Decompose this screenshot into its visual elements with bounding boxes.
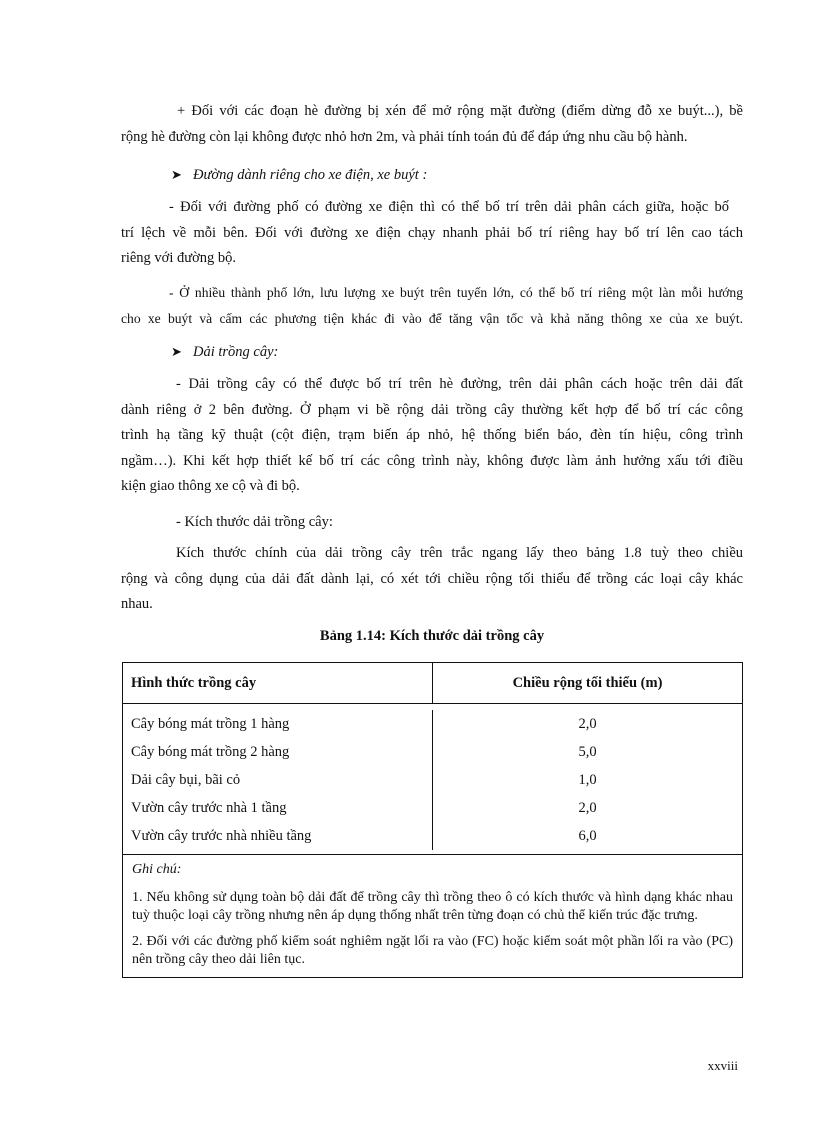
note-item: 1. Nếu không sử dụng toàn bộ dải đất để trồng cây thì trồng theo ô có kích thước và hình dạng khác nhau tuỳ thuộc loại cây trồng nhưng nên áp dụng thống nhất trên từng đoạn có chủ thể kiến trúc đặc trưng. [132, 890, 733, 923]
paragraph-line: rộng hè đường còn lại không được nhỏ hơn 2m, và phải tính toán đủ để đáp ứng nhu cầu bộ hành. [121, 128, 688, 145]
column-width [433, 710, 742, 850]
heading-text: Đường dành riêng cho xe điện, xe buýt : [193, 167, 428, 183]
table-cell-width: 1,0 [578, 772, 597, 788]
table-cell-type: Cây bóng mát trồng 2 hàng [131, 744, 290, 760]
table-title: Bảng 1.14: Kích thước dải trồng cây [319, 628, 545, 644]
table-cell-type: Vườn cây trước nhà 1 tầng [131, 800, 287, 816]
paragraph-tree [121, 372, 743, 500]
paragraph-line: kiện giao thông xe cộ và đi bộ. [121, 478, 300, 494]
table-cell-type: Vườn cây trước nhà nhiều tầng [131, 828, 312, 844]
paragraph-sidewalk [121, 99, 743, 150]
table-notes [123, 855, 742, 977]
paragraph-bus [121, 280, 743, 331]
section-heading-bus [171, 165, 427, 185]
paragraph-line: cho xe buýt và cấm các phương tiện khác đi vào để tăng vận tốc và khả năng thông xe của xe buýt. [121, 310, 743, 326]
arrow-bullet-icon: ➤ [171, 167, 182, 182]
paragraph-line: - Ở nhiều thành phố lớn, lưu lượng xe buýt trên tuyến lớn, có thể bố trí riêng một làn mỗi hướng [169, 285, 743, 300]
tree-strip-table [122, 662, 743, 978]
notes-title: Ghi chú: [132, 862, 182, 877]
paragraph-line: riêng với đường bộ. [121, 250, 237, 266]
table-cell-width: 6,0 [578, 828, 597, 844]
paragraph-line: - Đối với đường phố có đường xe điện thì có thể bố trí trên dải phân cách giữa, hoặc bố [169, 199, 729, 215]
table-body [123, 704, 742, 855]
paragraph-tram [121, 195, 743, 272]
table-cell-width: 5,0 [578, 744, 597, 760]
paragraph-line: + Đối với các đoạn hè đường bị xén để mở rộng mặt đường (điểm dừng đỗ xe buýt...), bề [177, 103, 743, 119]
table-cell-type: Dải cây bụi, bãi cỏ [131, 772, 241, 788]
section-heading-tree [171, 342, 278, 362]
page-number: xxviii [707, 1058, 738, 1073]
table-cell-type: Cây bóng mát trồng 1 hàng [131, 716, 290, 732]
paragraph-line: trí lệch về mỗi bên. Đối với đường xe điện chạy nhanh phải bố trí riêng hay bố trí lên cao tách [121, 224, 743, 241]
paragraph-line: ngầm…). Khi kết hợp thiết kế bố trí các công trình này, không được làm ảnh hưởng xấu tới điều [121, 452, 743, 469]
column-type [123, 710, 433, 850]
paragraph-line: nhau. [121, 596, 153, 612]
table-cell-width: 2,0 [578, 716, 597, 732]
paragraph-line: dành riêng ở 2 bên đường. Ở phạm vi bề rộng dải trồng cây thường kết hợp để bố trí các công [121, 401, 743, 418]
paragraph-line: rộng và công dụng của dải đất dành lại, có xét tới chiều rộng tối thiểu để trồng các loại cây khác [121, 570, 743, 587]
paragraph-line: - Dải trồng cây có thể được bố trí trên hè đường, trên dải phân cách hoặc trên dải đất [176, 376, 743, 392]
table-header [123, 663, 742, 704]
header-cell-type: Hình thức trồng cây [123, 663, 433, 703]
paragraph-size-label [121, 510, 743, 536]
paragraph-line: - Kích thước dải trồng cây: [176, 514, 333, 530]
paragraph-line: trình hạ tầng kỹ thuật (cột điện, trạm biến áp nhỏ, hệ thống biển báo, đèn tín hiệu, công trình [121, 427, 743, 443]
paragraph-line: Kích thước chính của dải trồng cây trên trắc ngang lấy theo bảng 1.8 tuỳ theo chiều [176, 545, 743, 561]
table-cell-width: 2,0 [578, 800, 597, 816]
arrow-bullet-icon: ➤ [171, 344, 182, 359]
header-cell-width: Chiều rộng tối thiểu (m) [512, 675, 663, 691]
note-item: 2. Đối với các đường phố kiểm soát nghiêm ngặt lối ra vào (FC) hoặc kiểm soát một phần lối ra vào (PC) nên trồng cây theo dải liên tục. [132, 934, 733, 967]
paragraph-size [121, 541, 743, 618]
heading-text: Dải trồng cây: [193, 344, 279, 360]
